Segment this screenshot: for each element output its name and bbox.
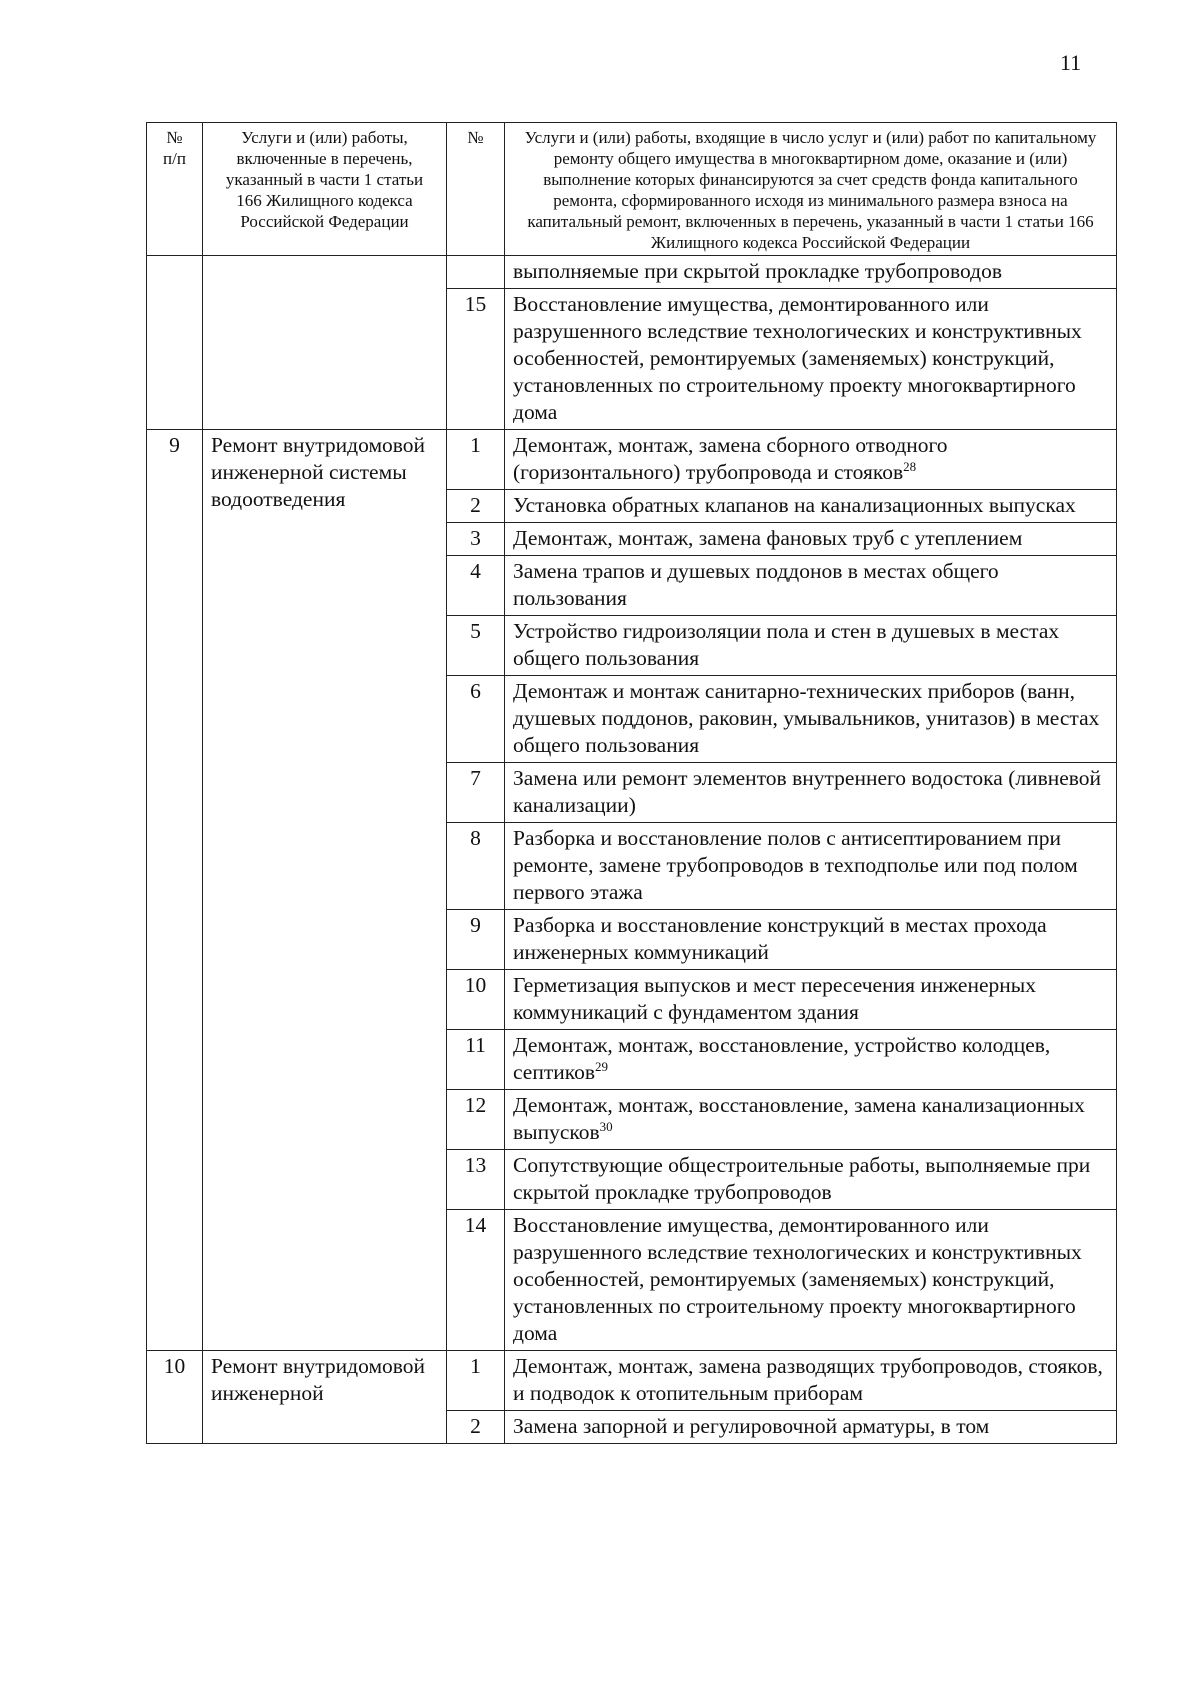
item-text-cell (505, 763, 1117, 823)
item-text: Разборка и восстановление конструкций в местах прохода инженерных коммуникаций (513, 913, 1047, 964)
item-text-cell (505, 523, 1117, 556)
item-text: Демонтаж, монтаж, замена разводящих трубопроводов, стояков, и подводок к отопительным приборам (513, 1354, 1103, 1405)
item-text: Замена трапов и душевых поддонов в местах общего пользования (513, 559, 999, 610)
item-text: Восстановление имущества, демонтированного или разрушенного вследствие технологических и конструктивных особенностей, ремонтируемых (заменяемых) конструкций, установленных по строительному проекту многоквартирного дома (513, 1213, 1082, 1345)
item-text-cell (505, 556, 1117, 616)
item-text-cell (505, 1090, 1117, 1150)
item-text: Демонтаж и монтаж санитарно-технических приборов (ванн, душевых поддонов, раковин, умывальников, унитазов) в местах общего пользования (513, 679, 1100, 757)
item-text: Замена запорной и регулировочной арматуры, в том (513, 1414, 990, 1438)
table-row (147, 1351, 1117, 1411)
footnote-marker: 30 (599, 1118, 613, 1134)
item-text-cell (505, 1411, 1117, 1444)
item-number-cell: 2 (447, 1411, 505, 1444)
item-text-cell (505, 910, 1117, 970)
item-number-cell: 1 (447, 430, 505, 490)
item-number-cell: 8 (447, 823, 505, 910)
works-table (146, 122, 1117, 1444)
item-text-cell (505, 490, 1117, 523)
item-text-cell (505, 676, 1117, 763)
item-text: Демонтаж, монтаж, замена сборного отводного (горизонтального) трубопровода и стояков (513, 433, 948, 484)
item-number-cell: 13 (447, 1150, 505, 1210)
item-text: Установка обратных клапанов на канализационных выпусках (513, 493, 1076, 517)
item-text-cell (505, 970, 1117, 1030)
item-text: Демонтаж, монтаж, замена фановых труб с утеплением (513, 526, 1023, 550)
item-text: Демонтаж, монтаж, восстановление, замена канализационных выпусков (513, 1093, 1085, 1144)
page-number: 11 (1060, 50, 1082, 75)
item-text: Демонтаж, монтаж, восстановление, устройство колодцев, септиков (513, 1033, 1051, 1084)
item-number-cell: 6 (447, 676, 505, 763)
item-number-cell: 2 (447, 490, 505, 523)
item-number-cell: 9 (447, 910, 505, 970)
table-row (147, 430, 1117, 490)
section-number-cell: 9 (147, 430, 203, 1351)
section-title-cell (203, 256, 447, 430)
item-number-cell (447, 256, 505, 289)
item-number-cell: 15 (447, 289, 505, 430)
item-text-cell (505, 1351, 1117, 1411)
item-number-cell: 10 (447, 970, 505, 1030)
table-header-row (147, 123, 1117, 256)
item-text: Сопутствующие общестроительные работы, выполняемые при скрытой прокладке трубопроводов (513, 1153, 1091, 1204)
item-number-cell: 7 (447, 763, 505, 823)
footnote-marker: 28 (903, 458, 917, 474)
item-text: Разборка и восстановление полов с антисептированием при ремонте, замене трубопроводов в техподполье или под полом первого этажа (513, 826, 1078, 904)
item-number-cell: 3 (447, 523, 505, 556)
item-number-cell: 11 (447, 1030, 505, 1090)
item-text-cell (505, 1210, 1117, 1351)
item-number-cell: 14 (447, 1210, 505, 1351)
item-text-cell (505, 430, 1117, 490)
table-row (147, 256, 1117, 289)
section-title-cell: Ремонт внутридомовой инженерной системы водоотведения (203, 430, 447, 1351)
header-col-item-number: № (447, 123, 505, 256)
item-text-cell (505, 1150, 1117, 1210)
item-number-cell: 4 (447, 556, 505, 616)
item-text: Устройство гидроизоляции пола и стен в душевых в местах общего пользования (513, 619, 1060, 670)
header-col-works: Услуги и (или) работы, входящие в число услуг и (или) работ по капитальному ремонту общего имущества в многоквартирном доме, оказание и (или) выполнение которых финансируются за счет средств фонда капитального ремонта, сформированного исходя из минимального размера взноса на капитальный ремонт, включенных в перечень, указанный в части 1 статьи 166 Жилищного кодекса Российской Федерации (505, 123, 1117, 256)
item-text: Герметизация выпусков и мест пересечения инженерных коммуникаций с фундаментом здания (513, 973, 1036, 1024)
header-col-number: № п/п (147, 123, 203, 256)
header-col-services: Услуги и (или) работы, включенные в перечень, указанный в части 1 статьи 166 Жилищного кодекса Российской Федерации (203, 123, 447, 256)
section-number-cell: 10 (147, 1351, 203, 1444)
item-text-cell (505, 823, 1117, 910)
section-number-cell (147, 256, 203, 430)
item-text-cell (505, 616, 1117, 676)
item-number-cell: 5 (447, 616, 505, 676)
item-text: Замена или ремонт элементов внутреннего водостока (ливневой канализации) (513, 766, 1102, 817)
item-number-cell: 1 (447, 1351, 505, 1411)
item-number-cell: 12 (447, 1090, 505, 1150)
item-text-cell: Восстановление имущества, демонтированного или разрушенного вследствие технологических и конструктивных особенностей, ремонтируемых (заменяемых) конструкций, установленных по строительному проекту многоквартирного дома (505, 289, 1117, 430)
footnote-marker: 29 (595, 1058, 609, 1074)
section-title-cell: Ремонт внутридомовой инженерной (203, 1351, 447, 1444)
item-text-cell: выполняемые при скрытой прокладке трубопроводов (505, 256, 1117, 289)
item-text-cell (505, 1030, 1117, 1090)
